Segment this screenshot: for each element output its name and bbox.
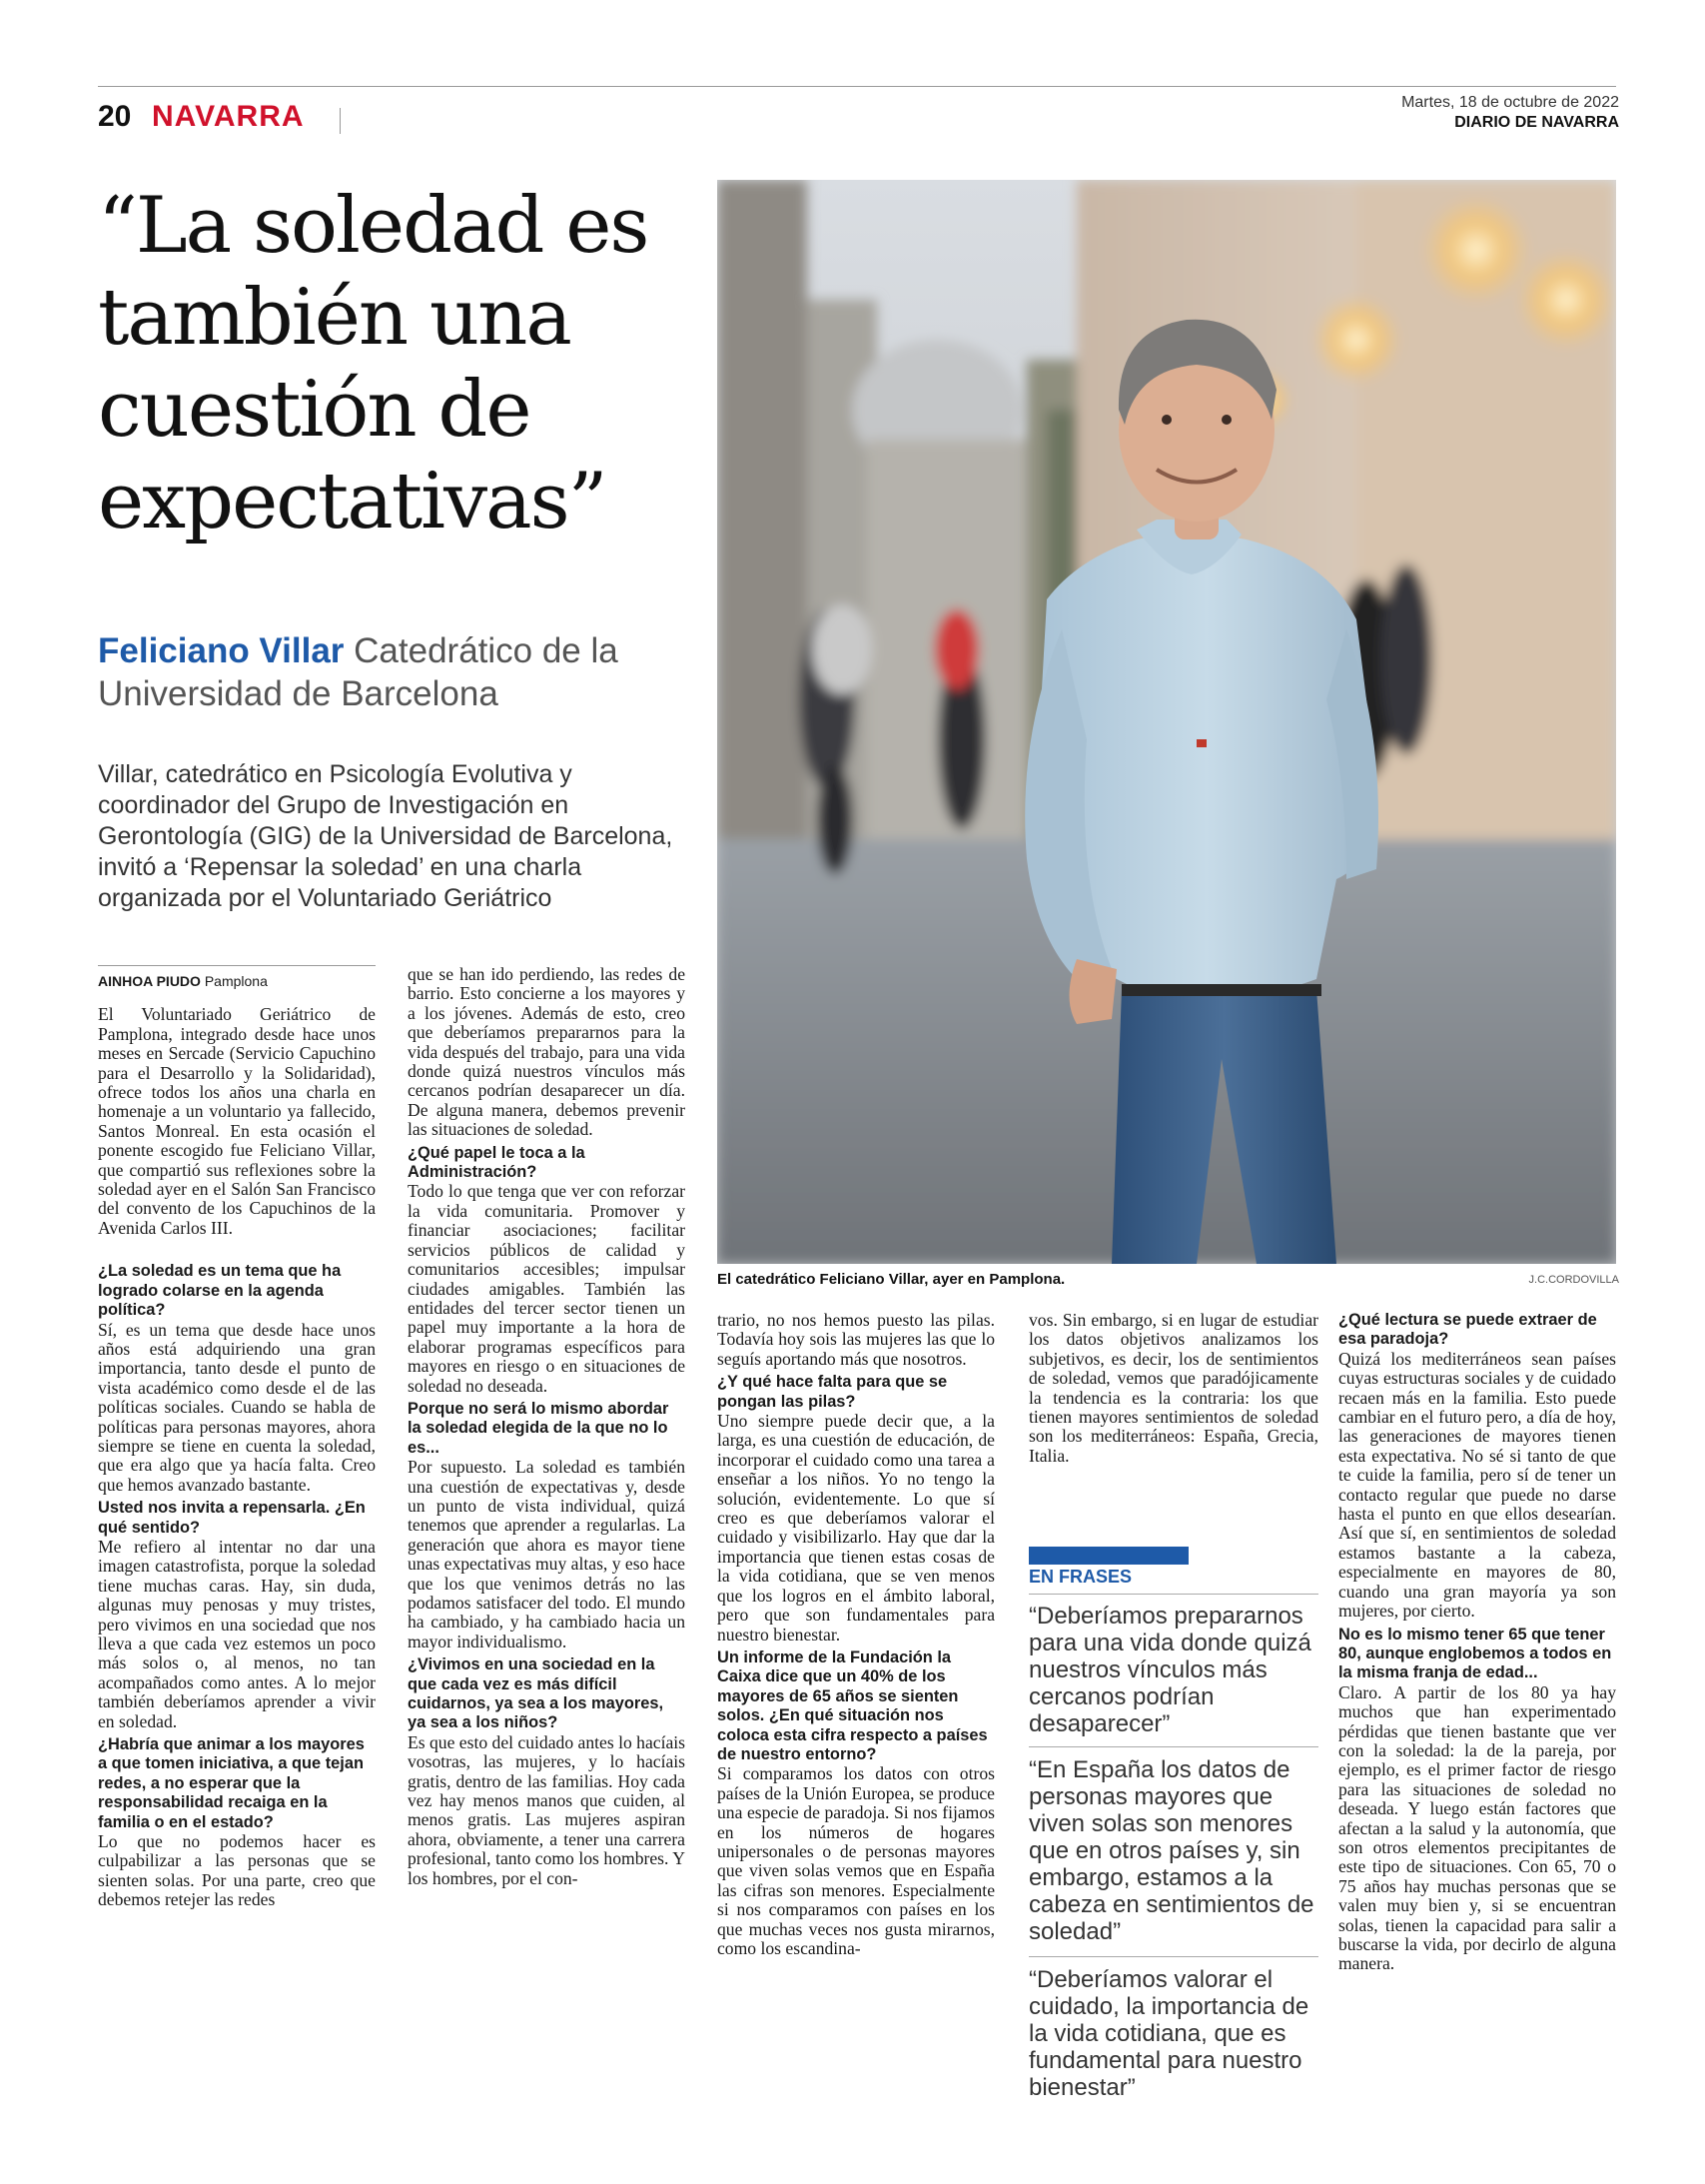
photo-illustration	[717, 180, 1616, 1264]
issue-date: Martes, 18 de octubre de 2022	[1401, 94, 1619, 111]
page-number: 20	[98, 100, 132, 133]
photo-caption: El catedrático Feliciano Villar, ayer en Pamplona.	[717, 1271, 1066, 1288]
question: Usted nos invita a repensarla. ¿En qué sentido?	[98, 1499, 366, 1537]
frases-divider	[1029, 1956, 1318, 1957]
pull-quote-2: “En España los datos de personas mayores que viven solas son menores que en otros países y, sin embargo, estamos a la cabeza en sentimientos de soledad”	[1029, 1756, 1314, 1945]
question: ¿Y qué hace falta para que se pongan las pilas?	[717, 1373, 948, 1411]
answer: Por supuesto. La soledad es también una cuestión de expectativas y, desde un punto de vista individual, quizá tenemos que aprender a regularlas. La generación que ahora es mayor tiene unas expectativas muy altas, y eso hace que los que venimos detrás no las podamos satisfacer del todo. El mundo ha cambiado, y ha cambiado hacia un mayor individualismo.	[408, 1457, 685, 1651]
section-divider	[340, 108, 341, 134]
question: ¿Vivimos en una sociedad en la que cada vez es más difícil cuidarnos, ya sea a los mayores, ya sea a los niños?	[408, 1655, 664, 1732]
answer-continued: que se han ido perdiendo, las redes de barrio. Esto concierne a los mayores y a los jóvenes. Además de esto, creo que deberíamos prepararnos para la vida después del trabajo, para una vida donde quizá nuestros vínculos más cercanos podrían desaparecer un día. De alguna manera, debemos prevenir las situaciones de soledad.	[408, 964, 685, 1140]
frases-divider	[1029, 1594, 1318, 1595]
photo-credit: J.C.CORDOVILLA	[1528, 1274, 1619, 1286]
intro-paragraph: El Voluntariado Geriátrico de Pamplona, integrado desde hace unos meses en Sercade (Servicio Capuchino para el Desarrollo y la Solidaridad), ofrece todos los años una charla en homenaje a un voluntario ya fallecido, Santos Monreal. En esta ocasión el ponente escogido fue Feliciano Villar, que compartió sus reflexiones sobre la soledad ayer en el Salón San Francisco del convento de los Capuchinos de la Avenida Carlos III.	[98, 1004, 376, 1238]
question: ¿Habría que animar a los mayores a que tomen iniciativa, a que tejan redes, a no esperar que la responsabilidad recaiga en la familia o en el estado?	[98, 1735, 365, 1831]
answer-continued: vos. Sin embargo, si en lugar de estudiar los datos objetivos analizamos los subjetivos, es decir, los de sentimientos de soledad, vemos que paradójicamente la tendencia es la contraria: los que tienen mayores sentimientos de soledad son los mediterráneos: España, Grecia, Italia.	[1029, 1310, 1318, 1466]
article-column-3	[717, 1311, 995, 1958]
article-column-4	[1029, 1311, 1318, 1466]
answer: Todo lo que tenga que ver con reforzar la vida comunitaria. Promover y financiar asociaciones; facilitar servicios públicos de calidad y comunitarios accesibles; impulsar ciudades amigables. También las entidades del tercer sector tienen un papel muy importante a la hora de elaborar programas específicos para mayores en riesgo o en situaciones de soledad no deseada.	[408, 1181, 685, 1396]
question: No es lo mismo tener 65 que tener 80, aunque englobemos a todos en la misma franja de edad...	[1338, 1625, 1612, 1682]
frases-divider	[1029, 1746, 1318, 1747]
lead-paragraph: Villar, catedrático en Psicología Evolutiva y coordinador del Grupo de Investigación en Gerontología (GIG) de la Universidad de Barcelona, invitó a ‘Repensar la soledad’ en una charla organizada por el Voluntariado Geriátrico	[98, 760, 673, 912]
answer-continued: trario, no nos hemos puesto las pilas. Todavía hoy sois las mujeres las que lo seguís aportando más que nosotros.	[717, 1310, 995, 1369]
question: Un informe de la Fundación la Caixa dice que un 40% de los mayores de 65 años se sienten solos. ¿En qué situación nos coloca esta cifra respecto a países de nuestro entorno?	[717, 1647, 988, 1763]
answer: Lo que no podemos hacer es culpabilizar a las personas que se sienten solas. Por una parte, creo que debemos retejer las redes	[98, 1831, 376, 1910]
frases-title: EN FRASES	[1029, 1567, 1133, 1587]
article-column-2	[408, 965, 685, 1888]
question: ¿Qué lectura se puede extraer de esa paradoja?	[1338, 1311, 1597, 1349]
answer: Si comparamos los datos con otros países de la Unión Europea, se produce una especie de paradoja. Si nos fijamos en los números de hogares unipersonales o de personas mayores que viven solas vemos que en España las cifras son menores. Especialmente si nos comparamos con países en los que muchas veces nos gusta mirarnos, como los escandina-	[717, 1763, 995, 1958]
pull-quote-1: “Deberíamos prepararnos para una vida donde quizá nuestros vínculos más cercanos podrían desaparecer”	[1029, 1603, 1311, 1737]
author-name: AINHOA PIUDO	[98, 973, 201, 989]
question: ¿Qué papel le toca a la Administración?	[408, 1143, 585, 1182]
author-line	[98, 965, 376, 991]
answer: Sí, es un tema que desde hace unos años está adquiriendo una gran importancia, tanto desde el punto de vista académico como desde el de las políticas sociales. Cuando se habla de políticas para personas mayores, ahora siempre se tiene en cuenta la soledad, que era algo que ya hacía falta. Creo que hemos avanzado bastante.	[98, 1319, 376, 1495]
header-rule	[98, 86, 1616, 87]
interviewee-role: Catedrático de la Universidad de Barcelona	[98, 631, 618, 713]
answer: Me refiero al intentar no dar una imagen catastrofista, porque la soledad tiene muchas caras. Hay, sin duda, algunas muy penosas y muy tristes, pero vivimos en una sociedad que nos lleva a que cada vez estemos un poco más solos o, al menos, no tan acompañados como antes. A lo mejor también deberíamos aprender a vivir en soledad.	[98, 1536, 376, 1731]
answer: Quizá los mediterráneos sean países cuyas estructuras sociales y de cuidado recaen más en la familia. Esto puede cambiar en el futuro pero, a día de hoy, las generaciones de mayores tienen esta expectativa. No sé si tanto de que te cuide la familia, pero sí de tener un contacto regular que puede no darse hasta el punto en que ellos desearían. Así que sí, en sentimientos de soledad estamos bastante a la cabeza, especialmente en mayores de 80, cuando una gran mayoría ya son mujeres, por cierto.	[1338, 1348, 1616, 1622]
photo-portrait	[717, 180, 1616, 1264]
answer: Claro. A partir de los 80 ya hay muchos que han experimentado pérdidas que tienen bastante que ver con la soledad: la de la pareja, por ejemplo, es el primer factor de riesgo para las situaciones de soledad no deseada. Y luego están factores que afectan a la salud y la autonomía, que son otros elementos precipitantes de este tipo de situaciones. Con 65, 70 o 75 años hay muchas personas que se valen muy bien y, si se encuentran solas, tienen la capacidad para salir a buscarse la vida, por decirlo de alguna manera.	[1338, 1681, 1616, 1974]
author-location: Pamplona	[204, 973, 268, 989]
headline: “La soledad es también una cuestión de expectativas”	[98, 181, 648, 546]
subhead	[98, 629, 717, 715]
question: Porque no será lo mismo abordar la soledad elegida de la que no lo es...	[408, 1399, 669, 1457]
interviewee-name: Feliciano Villar	[98, 631, 345, 670]
section-name: NAVARRA	[152, 100, 305, 133]
frases-bar	[1029, 1547, 1189, 1565]
newspaper-name: DIARIO DE NAVARRA	[1454, 114, 1619, 131]
answer: Es que esto del cuidado antes lo hacíais vosotras, las mujeres, y lo hacíais gratis, dentro de las familias. Hoy cada vez hay menos manos que cuiden, al menos gratis. Las mujeres aspiran ahora, obviamente, a tener una carrera profesional, tanto como los hombres. Y los hombres, por el con-	[408, 1731, 685, 1888]
article-column-5	[1338, 1311, 1616, 1974]
question: ¿La soledad es un tema que ha logrado colarse en la agenda política?	[98, 1262, 342, 1320]
pull-quote-3: “Deberíamos valorar el cuidado, la importancia de la vida cotidiana, que es fundamental para nuestro bienestar”	[1029, 1966, 1309, 2101]
article-column-1	[98, 965, 376, 1910]
spacer	[98, 1238, 376, 1258]
answer: Uno siempre puede decir que, a la larga, es una cuestión de educación, de incorporar el cuidado como una tarea a enseñar a los niños. Yo no tengo la solución, evidentemente. Lo que sí creo es que deberíamos valorar el cuidado y visibilizarlo. Hay que dar la importancia que tienen estas cosas de la vida cotidiana, que se ven menos que los logros en el ámbito laboral, pero que son fundamentales para nuestro bienestar.	[717, 1411, 995, 1644]
